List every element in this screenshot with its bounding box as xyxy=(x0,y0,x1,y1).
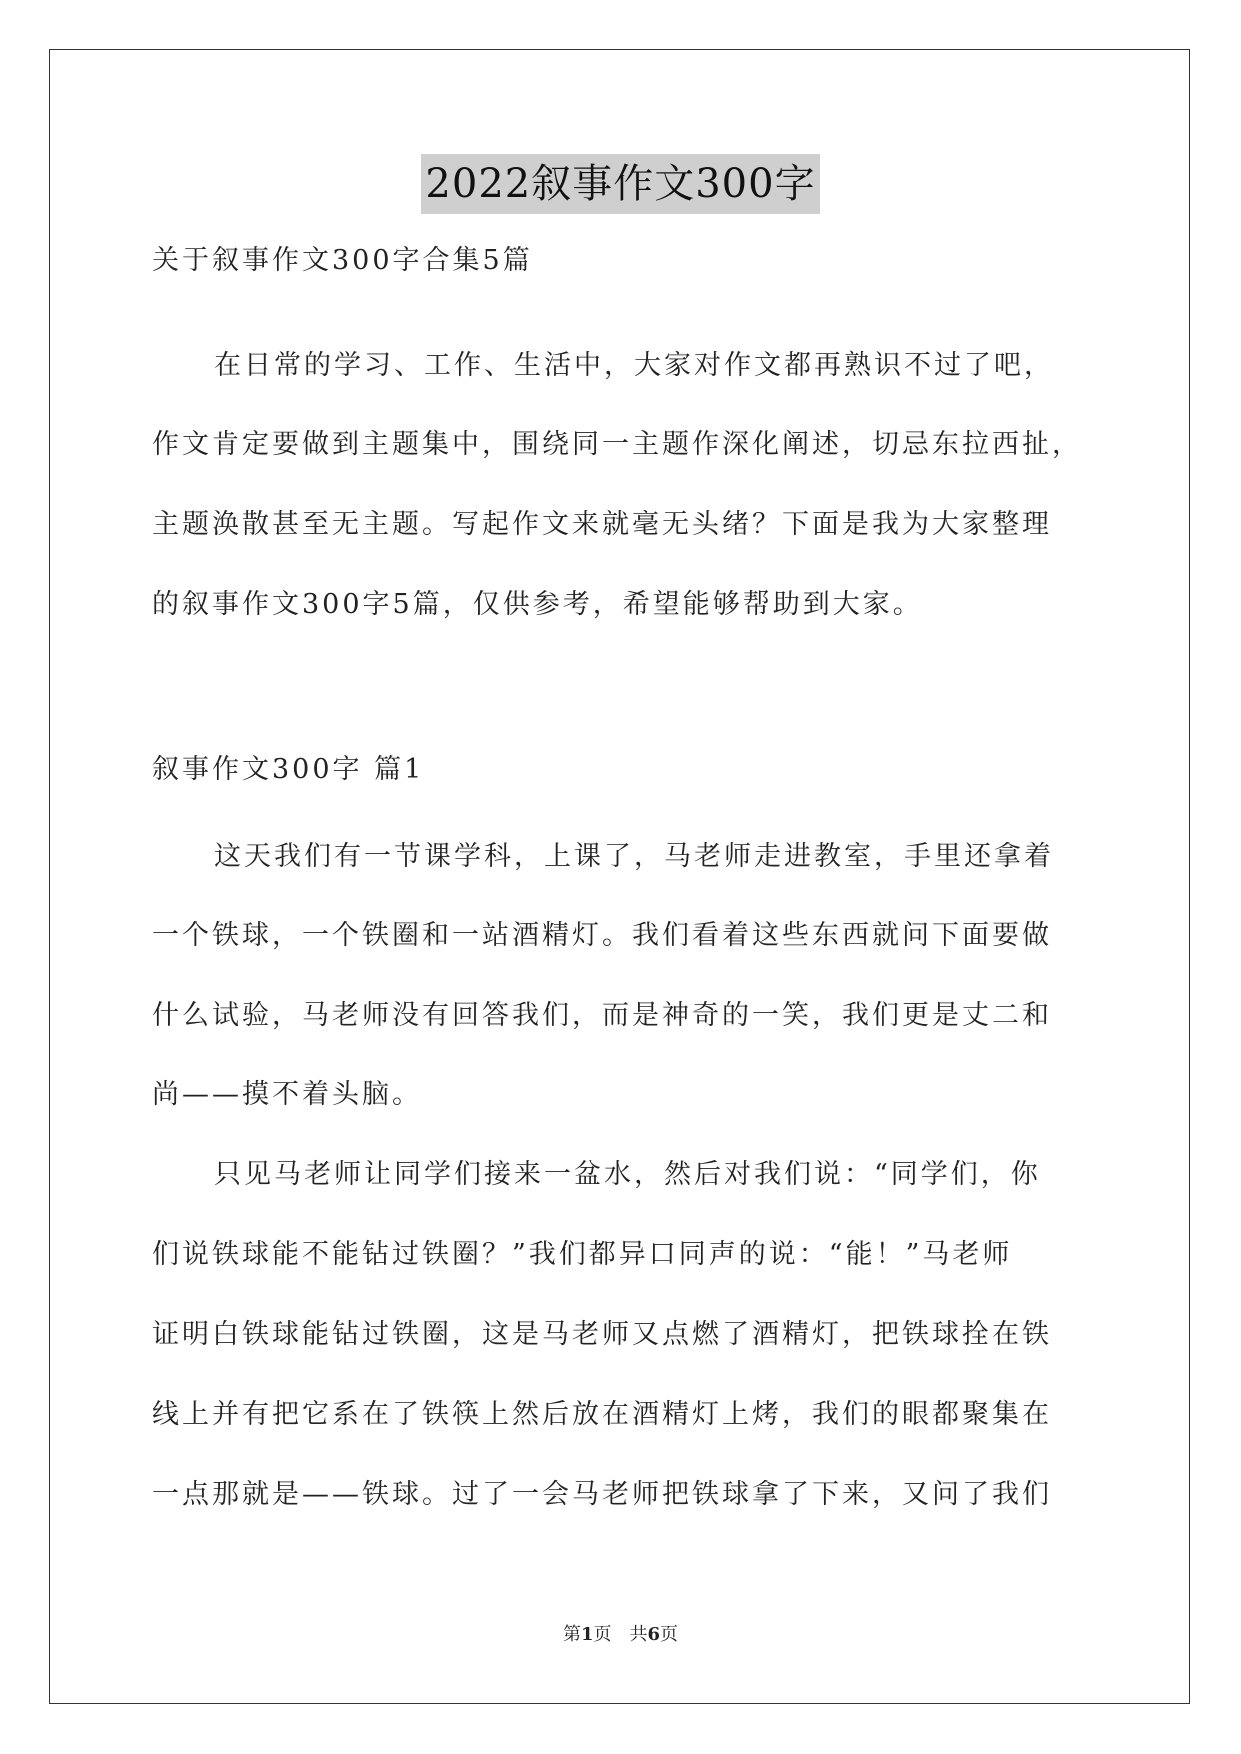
paragraph-line: 的叙事作文300字5篇，仅供参考，希望能够帮助到大家。 xyxy=(152,589,923,620)
paragraph-line: 一点那就是——铁球。过了一会马老师把铁球拿了下来，又问了我们 xyxy=(152,1479,1052,1510)
title-container xyxy=(0,154,1241,214)
paragraph-line: 们说铁球能不能钻过铁圈？”我们都异口同声的说：“能！”马老师 xyxy=(152,1239,1013,1270)
paragraph-line: 主题涣散甚至无主题。写起作文来就毫无头绪？下面是我为大家整理 xyxy=(152,509,1052,540)
page-footer xyxy=(0,1620,1241,1646)
paragraph-line: 证明白铁球能钻过铁圈，这是马老师又点燃了酒精灯，把铁球拴在铁 xyxy=(152,1319,1052,1350)
section-heading: 叙事作文300字 篇1 xyxy=(152,754,425,785)
footer-middle: 页 共 xyxy=(593,1624,648,1645)
paragraph-line: 什么试验，马老师没有回答我们，而是神奇的一笑，我们更是丈二和 xyxy=(152,1000,1052,1031)
footer-prefix: 第 xyxy=(562,1624,581,1645)
footer-suffix: 页 xyxy=(660,1624,679,1645)
paragraph-line: 只见马老师让同学们接来一盆水，然后对我们说：“同学们，你 xyxy=(214,1159,1041,1190)
total-pages-number: 6 xyxy=(647,1624,661,1645)
paragraph-line: 线上并有把它系在了铁筷上然后放在酒精灯上烤，我们的眼都聚集在 xyxy=(152,1399,1052,1430)
paragraph-line: 在日常的学习、工作、生活中，大家对作文都再熟识不过了吧， xyxy=(214,350,1054,381)
paragraph-line: 尚——摸不着头脑。 xyxy=(152,1079,422,1110)
paragraph-line: 作文肯定要做到主题集中，围绕同一主题作深化阐述，切忌东拉西扯， xyxy=(152,429,1082,460)
document-title: 2022叙事作文300字 xyxy=(421,154,819,214)
current-page-number: 1 xyxy=(580,1624,594,1645)
paragraph-line: 这天我们有一节课学科，上课了，马老师走进教室，手里还拿着 xyxy=(214,841,1054,872)
paragraph-line: 一个铁球，一个铁圈和一站酒精灯。我们看着这些东西就问下面要做 xyxy=(152,920,1052,951)
subtitle: 关于叙事作文300字合集5篇 xyxy=(152,245,533,276)
